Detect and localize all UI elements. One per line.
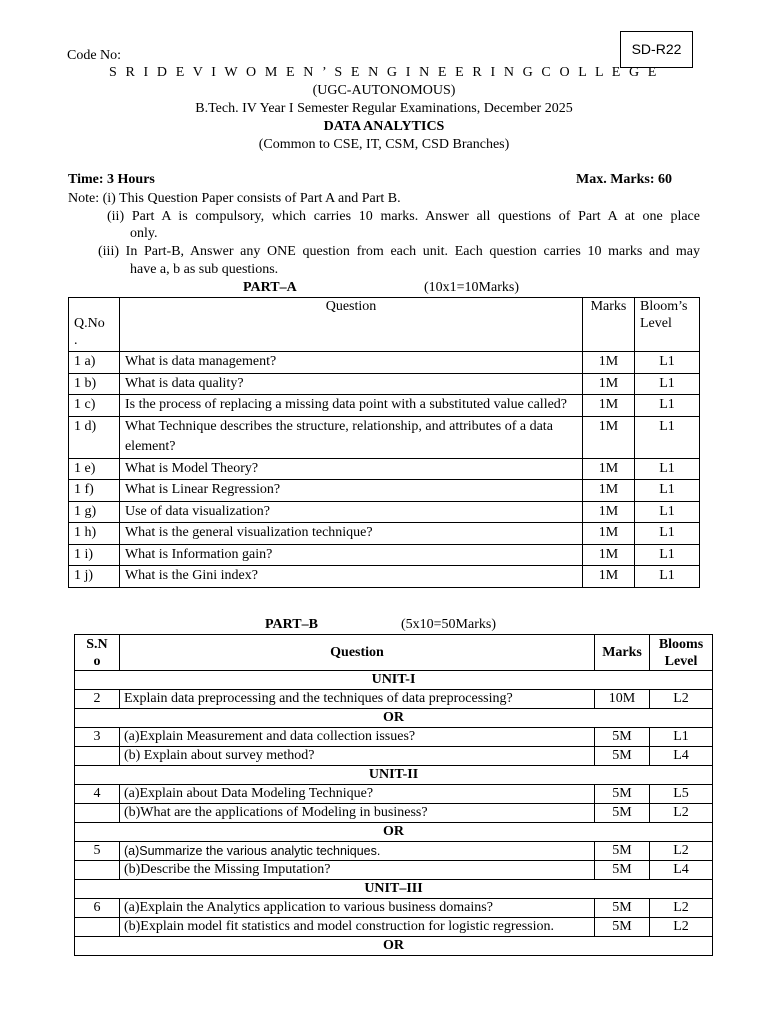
table-row — [75, 861, 713, 880]
college-name: S R I D E V I W O M E N ’ S E N G I N E E R I N G C O L L E G E — [109, 65, 659, 80]
q-level: L1 — [635, 352, 700, 374]
q-marks: 1M — [583, 458, 635, 480]
table-row — [75, 690, 713, 709]
q-level: L1 — [635, 373, 700, 395]
q-text: What is the Gini index? — [119, 566, 582, 588]
table-row — [75, 842, 713, 861]
q-marks: 1M — [583, 523, 635, 545]
q-text: What Technique describes the structure, relationship, and attributes of a data element? — [119, 416, 582, 458]
table-row — [69, 480, 700, 502]
q-text: What is data quality? — [119, 373, 582, 395]
table-row — [69, 523, 700, 545]
q-marks: 5M — [595, 861, 650, 880]
unit-row — [75, 880, 713, 899]
q-number: 3 — [75, 728, 120, 747]
note-3-cont: have a, b as sub questions. — [130, 262, 279, 277]
note-2: (ii) Part A is compulsory, which carries 10 marks. Answer all questions of Part A at one place — [107, 209, 700, 224]
q-level: L1 — [635, 523, 700, 545]
q-level: L2 — [650, 690, 713, 709]
table-row — [69, 352, 700, 374]
q-text: (a)Explain the Analytics application to various business domains? — [119, 899, 594, 918]
code-box: SD-R22 — [620, 31, 693, 68]
table-row — [75, 728, 713, 747]
branches-line: (Common to CSE, IT, CSM, CSD Branches) — [258, 137, 510, 152]
q-level: L1 — [635, 566, 700, 588]
max-marks-label: Max. Marks: 60 — [576, 172, 673, 187]
q-marks: 1M — [583, 501, 635, 523]
q-number: 1 e) — [69, 458, 120, 480]
unit-heading: UNIT-II — [75, 766, 713, 785]
q-text: Explain data preprocessing and the techniques of data preprocessing? — [119, 690, 594, 709]
q-marks: 1M — [583, 480, 635, 502]
q-number: 1 i) — [69, 544, 120, 566]
or-divider: OR — [75, 937, 713, 956]
table-row — [69, 416, 700, 458]
q-number: 1 j) — [69, 566, 120, 588]
table-row — [75, 747, 713, 766]
q-text: (b)Describe the Missing Imputation? — [119, 861, 594, 880]
q-number: 1 b) — [69, 373, 120, 395]
q-marks: 5M — [595, 899, 650, 918]
q-text: Use of data visualization? — [119, 501, 582, 523]
unit-heading: UNIT-I — [75, 671, 713, 690]
table-row — [69, 566, 700, 588]
or-row — [75, 823, 713, 842]
note-2-cont: only. — [130, 226, 158, 241]
q-level: L1 — [635, 416, 700, 458]
table-row — [75, 918, 713, 937]
q-marks: 1M — [583, 352, 635, 374]
q-number-empty — [75, 747, 120, 766]
q-level: L1 — [650, 728, 713, 747]
part-b-title: PART–B — [265, 617, 318, 632]
q-level: L5 — [650, 785, 713, 804]
qno-header: Q.No . — [69, 298, 120, 352]
part-b-marks: (5x10=50Marks) — [401, 617, 496, 632]
unit-row — [75, 766, 713, 785]
table-row — [69, 395, 700, 417]
q-text: (b)Explain model fit statistics and model construction for logistic regression. — [119, 918, 594, 937]
q-number-empty — [75, 804, 120, 823]
subject-title: DATA ANALYTICS — [323, 119, 445, 134]
table-row — [75, 785, 713, 804]
q-text: (b) Explain about survey method? — [119, 747, 594, 766]
table-row — [69, 501, 700, 523]
part-b-header-row — [75, 635, 713, 671]
q-number: 6 — [75, 899, 120, 918]
q-marks: 5M — [595, 842, 650, 861]
q-number-empty — [75, 861, 120, 880]
bloom-header: Bloom’s Level — [635, 298, 700, 352]
q-level: L2 — [650, 804, 713, 823]
q-text: (b)What are the applications of Modeling in business? — [119, 804, 594, 823]
note-1: Note: (i) This Question Paper consists of Part A and Part B. — [68, 191, 401, 206]
q-text: (a)Explain about Data Modeling Technique? — [119, 785, 594, 804]
or-row — [75, 937, 713, 956]
q-text: Is the process of replacing a missing data point with a substituted value called? — [119, 395, 582, 417]
q-number: 1 a) — [69, 352, 120, 374]
sno-header: S.N o — [75, 635, 120, 671]
q-level: L2 — [650, 842, 713, 861]
q-level: L2 — [650, 918, 713, 937]
q-level: L4 — [650, 861, 713, 880]
time-label: Time: 3 Hours — [68, 172, 155, 187]
exam-line: B.Tech. IV Year I Semester Regular Examinations, December 2025 — [195, 101, 573, 116]
part-a-header-row — [69, 298, 700, 352]
q-marks: 5M — [595, 918, 650, 937]
q-number: 5 — [75, 842, 120, 861]
autonomy-line: (UGC-AUTONOMOUS) — [312, 83, 456, 98]
q-marks: 1M — [583, 395, 635, 417]
q-number: 4 — [75, 785, 120, 804]
code-label: Code No: — [67, 48, 122, 63]
or-divider: OR — [75, 709, 713, 728]
or-divider: OR — [75, 823, 713, 842]
bloom-header: Blooms Level — [650, 635, 713, 671]
q-marks: 1M — [583, 566, 635, 588]
q-level: L1 — [635, 480, 700, 502]
or-row — [75, 709, 713, 728]
q-number: 1 d) — [69, 416, 120, 458]
table-row — [69, 544, 700, 566]
marks-header: Marks — [583, 298, 635, 352]
q-number: 1 f) — [69, 480, 120, 502]
part-a-marks: (10x1=10Marks) — [424, 280, 519, 295]
q-number: 1 c) — [69, 395, 120, 417]
q-level: L1 — [635, 501, 700, 523]
part-a-table — [68, 297, 700, 588]
part-b-table — [74, 634, 713, 956]
q-marks: 1M — [583, 373, 635, 395]
part-a-title: PART–A — [243, 280, 297, 295]
q-number: 1 g) — [69, 501, 120, 523]
q-marks: 1M — [583, 416, 635, 458]
q-number-empty — [75, 918, 120, 937]
q-text: What is the general visualization technique? — [119, 523, 582, 545]
q-text: (a)Summarize the various analytic techniques. — [119, 842, 594, 861]
marks-header: Marks — [595, 635, 650, 671]
table-row — [75, 804, 713, 823]
q-level: L1 — [635, 544, 700, 566]
unit-row — [75, 671, 713, 690]
q-marks: 5M — [595, 804, 650, 823]
note-3: (iii) In Part-B, Answer any ONE question from each unit. Each question carries 10 marks and may — [98, 244, 700, 259]
q-marks: 5M — [595, 728, 650, 747]
question-header: Question — [119, 635, 594, 671]
q-level: L4 — [650, 747, 713, 766]
q-text: What is Model Theory? — [119, 458, 582, 480]
q-marks: 10M — [595, 690, 650, 709]
q-marks: 5M — [595, 785, 650, 804]
table-row — [69, 458, 700, 480]
q-level: L1 — [635, 395, 700, 417]
q-number: 1 h) — [69, 523, 120, 545]
q-marks: 1M — [583, 544, 635, 566]
q-level: L1 — [635, 458, 700, 480]
table-row — [69, 373, 700, 395]
q-marks: 5M — [595, 747, 650, 766]
q-level: L2 — [650, 899, 713, 918]
question-header: Question — [119, 298, 582, 352]
q-text: What is data management? — [119, 352, 582, 374]
q-text: What is Linear Regression? — [119, 480, 582, 502]
q-text: (a)Explain Measurement and data collection issues? — [119, 728, 594, 747]
q-number: 2 — [75, 690, 120, 709]
q-text: What is Information gain? — [119, 544, 582, 566]
unit-heading: UNIT–III — [75, 880, 713, 899]
table-row — [75, 899, 713, 918]
